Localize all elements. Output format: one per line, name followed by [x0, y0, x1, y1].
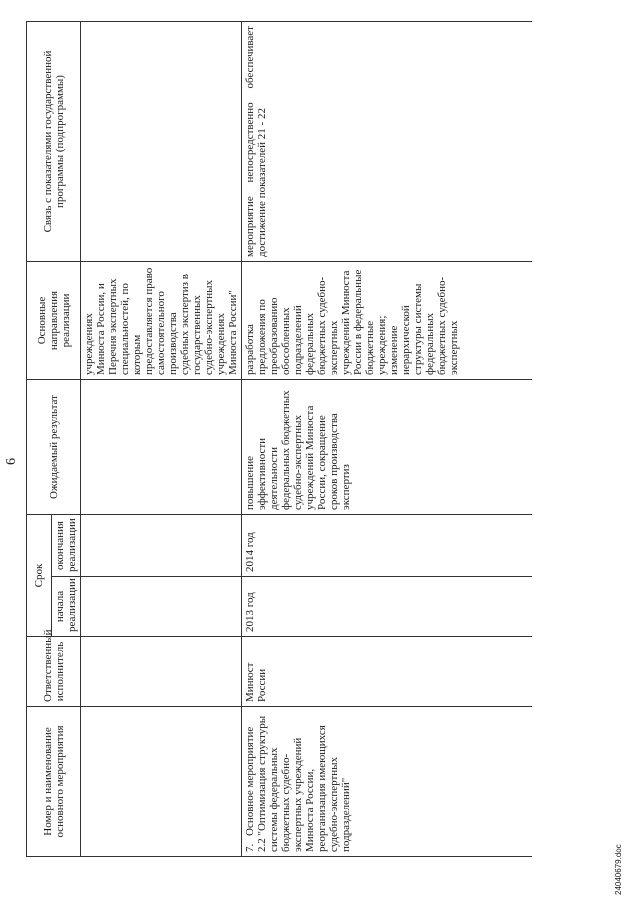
header-term-start: начала реализации	[52, 577, 81, 637]
end-cell: 2014 год	[242, 515, 533, 577]
activity-cell	[242, 707, 533, 857]
header-directions: Основные направления реализации	[27, 262, 81, 380]
continuation-directions: учреждениях Минюста России, и Перечня экспертных специальностей, по которым предоставляется право самостоятельного производства судебных экспертиз в государственных судебно-экспертных учреждениях Минюста России"	[81, 262, 242, 380]
directions-cell: разработка предложения по преобразованию обособленных подразделений федеральных бюджетных судебно-экспертных учреждений Минюста России в федеральные бюджетные учреждения; изменение иерархической структуры системы федеральных бюджетных судебно-экспертных	[242, 262, 533, 380]
header-indicators-link: Связь с показателями государственной программы (подпрограммы)	[27, 22, 81, 262]
header-activity: Номер и наименование основного мероприятия	[27, 707, 81, 857]
indicators-link-cell: мероприятие непосредственно обеспечивает достижение показателей 21 - 22	[242, 22, 533, 262]
page-number: 6	[4, 458, 19, 465]
table-row	[242, 22, 533, 857]
header-term-end: окончания реализации	[52, 515, 81, 577]
activity-name: Основное мероприятие 2.2 "Оптимизация структуры системы федеральных бюджетных судебно-экспертных учреждений Минюста России, реорганизация имеющихся судебно-экспертных подразделений"	[244, 715, 352, 852]
result-cell: повышение эффективности деятельности федеральных бюджетных судебно-экспертных учреждений Минюста России, сокращение сроков производства экспертиз	[242, 380, 533, 515]
continuation-row	[81, 22, 242, 857]
file-name-footer: 24040679.doc	[614, 844, 623, 895]
header-term: Срок	[27, 515, 52, 637]
activities-table	[26, 21, 532, 857]
header-executor: Ответственный исполнитель	[27, 637, 81, 707]
start-cell: 2013 год	[242, 577, 533, 637]
header-result: Ожидаемый результат	[27, 380, 81, 515]
executor-cell: Минюст России	[242, 637, 533, 707]
row-number: 7.	[244, 843, 256, 852]
